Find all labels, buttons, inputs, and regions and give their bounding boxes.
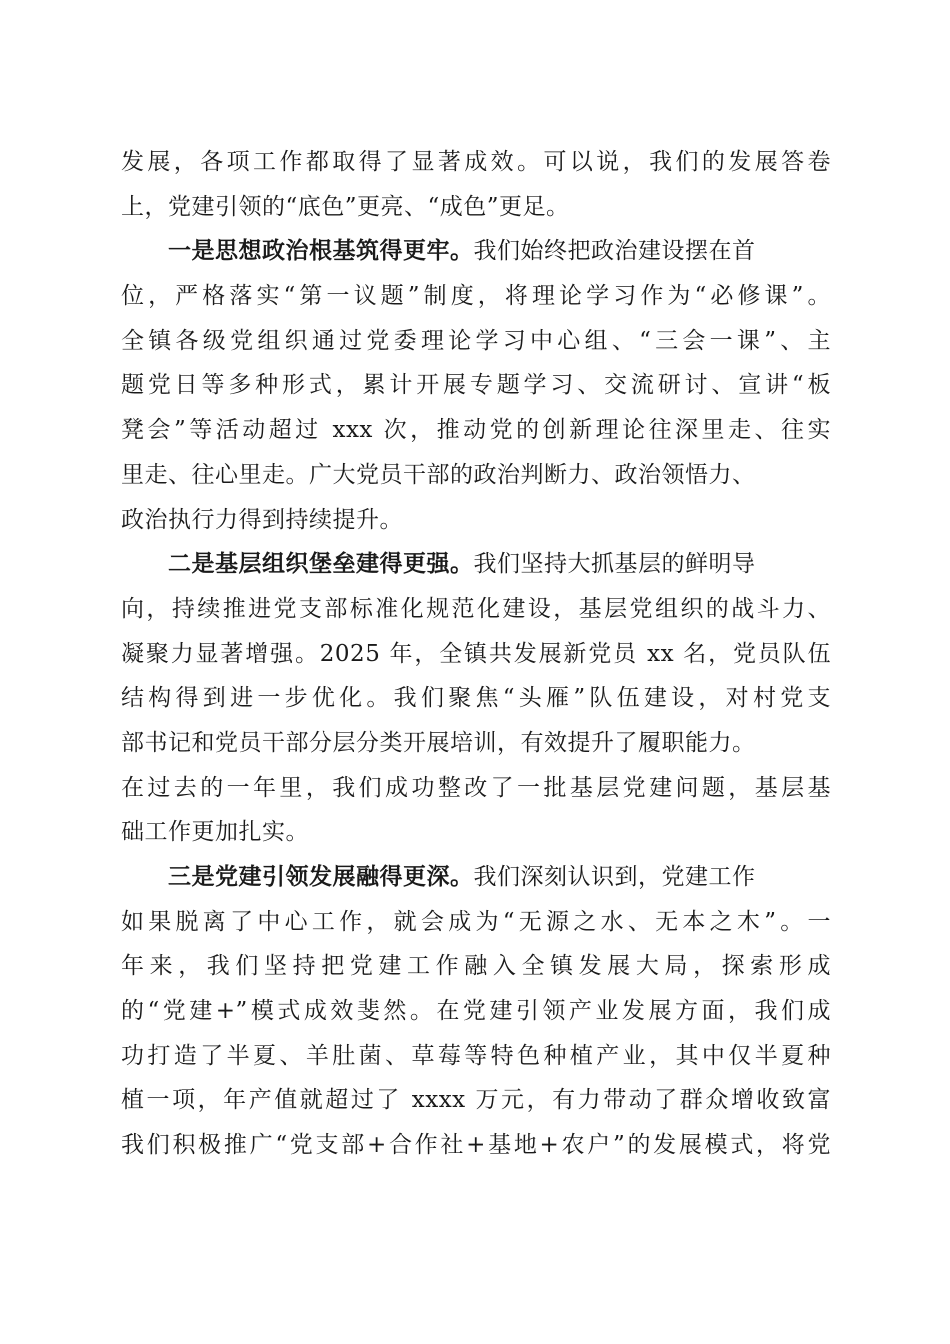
paragraph-development bbox=[121, 855, 831, 1168]
document-page bbox=[121, 140, 831, 1168]
intro-paragraph bbox=[121, 140, 831, 229]
paragraph-heading: 二是基层组织堡垒建得更强。 bbox=[168, 550, 474, 578]
text-line: 年来，我们坚持把党建工作融入全镇发展大局，探索形成 bbox=[121, 953, 831, 980]
text-line: 的“党建+”模式成效斐然。在党建引领产业发展方面，我们成 bbox=[121, 998, 831, 1025]
paragraph-heading: 一是思想政治根基筑得更牢。 bbox=[168, 237, 474, 265]
text-line: 在过去的一年里，我们成功整改了一批基层党建问题，基层基 bbox=[121, 774, 831, 801]
text-line bbox=[121, 855, 831, 900]
text-line: 凳会”等活动超过 xxx 次，推动党的创新理论往深里走、往实 bbox=[121, 417, 831, 444]
text-line: 结构得到进一步优化。我们聚焦“头雁”队伍建设，对村党支 bbox=[121, 685, 831, 712]
paragraph-ideology bbox=[121, 229, 831, 542]
text-line bbox=[121, 229, 831, 274]
paragraph-grassroots bbox=[121, 542, 831, 855]
text-line: 础工作更加扎实。 bbox=[121, 819, 309, 846]
text-line: 凝聚力显著增强。2025 年，全镇共发展新党员 xx 名，党员队伍 bbox=[121, 640, 831, 667]
text-line: 政治执行力得到持续提升。 bbox=[121, 506, 403, 533]
text-line: 题党日等多种形式，累计开展专题学习、交流研讨、宣讲“板 bbox=[121, 372, 831, 399]
text-line: 我们积极推广“党支部+合作社+基地+农户”的发展模式，将党 bbox=[121, 1132, 831, 1159]
text-line: 上，党建引领的“底色”更亮、“成色”更足。 bbox=[121, 193, 570, 220]
text-line: 里走、往心里走。广大党员干部的政治判断力、政治领悟力、 bbox=[121, 461, 756, 488]
text-line: 向，持续推进党支部标准化规范化建设，基层党组织的战斗力、 bbox=[121, 595, 831, 622]
text-line: 功打造了半夏、羊肚菌、草莓等特色种植产业，其中仅半夏种 bbox=[121, 1042, 831, 1069]
text-line: 植一项，年产值就超过了 xxxx 万元，有力带动了群众增收致富 bbox=[121, 1087, 831, 1114]
text-run: 我们深刻认识到，党建工作 bbox=[473, 864, 756, 890]
text-run: 我们坚持大抓基层的鲜明导 bbox=[473, 551, 756, 578]
text-line: 部书记和党员干部分层分类开展培训，有效提升了履职能力。 bbox=[121, 729, 756, 756]
text-line: 全镇各级党组织通过党委理论学习中心组、“三会一课”、主 bbox=[121, 327, 831, 354]
paragraph-heading: 三是党建引领发展融得更深。 bbox=[168, 863, 474, 890]
text-line: 发展，各项工作都取得了显著成效。可以说，我们的发展答卷 bbox=[121, 149, 831, 175]
text-run: 我们始终把政治建设摆在首 bbox=[473, 238, 756, 265]
text-line: 位，严格落实“第一议题”制度，将理论学习作为“必修课”。 bbox=[121, 283, 831, 310]
text-line: 如果脱离了中心工作，就会成为“无源之水、无本之木”。一 bbox=[121, 908, 831, 935]
text-line bbox=[121, 542, 831, 587]
